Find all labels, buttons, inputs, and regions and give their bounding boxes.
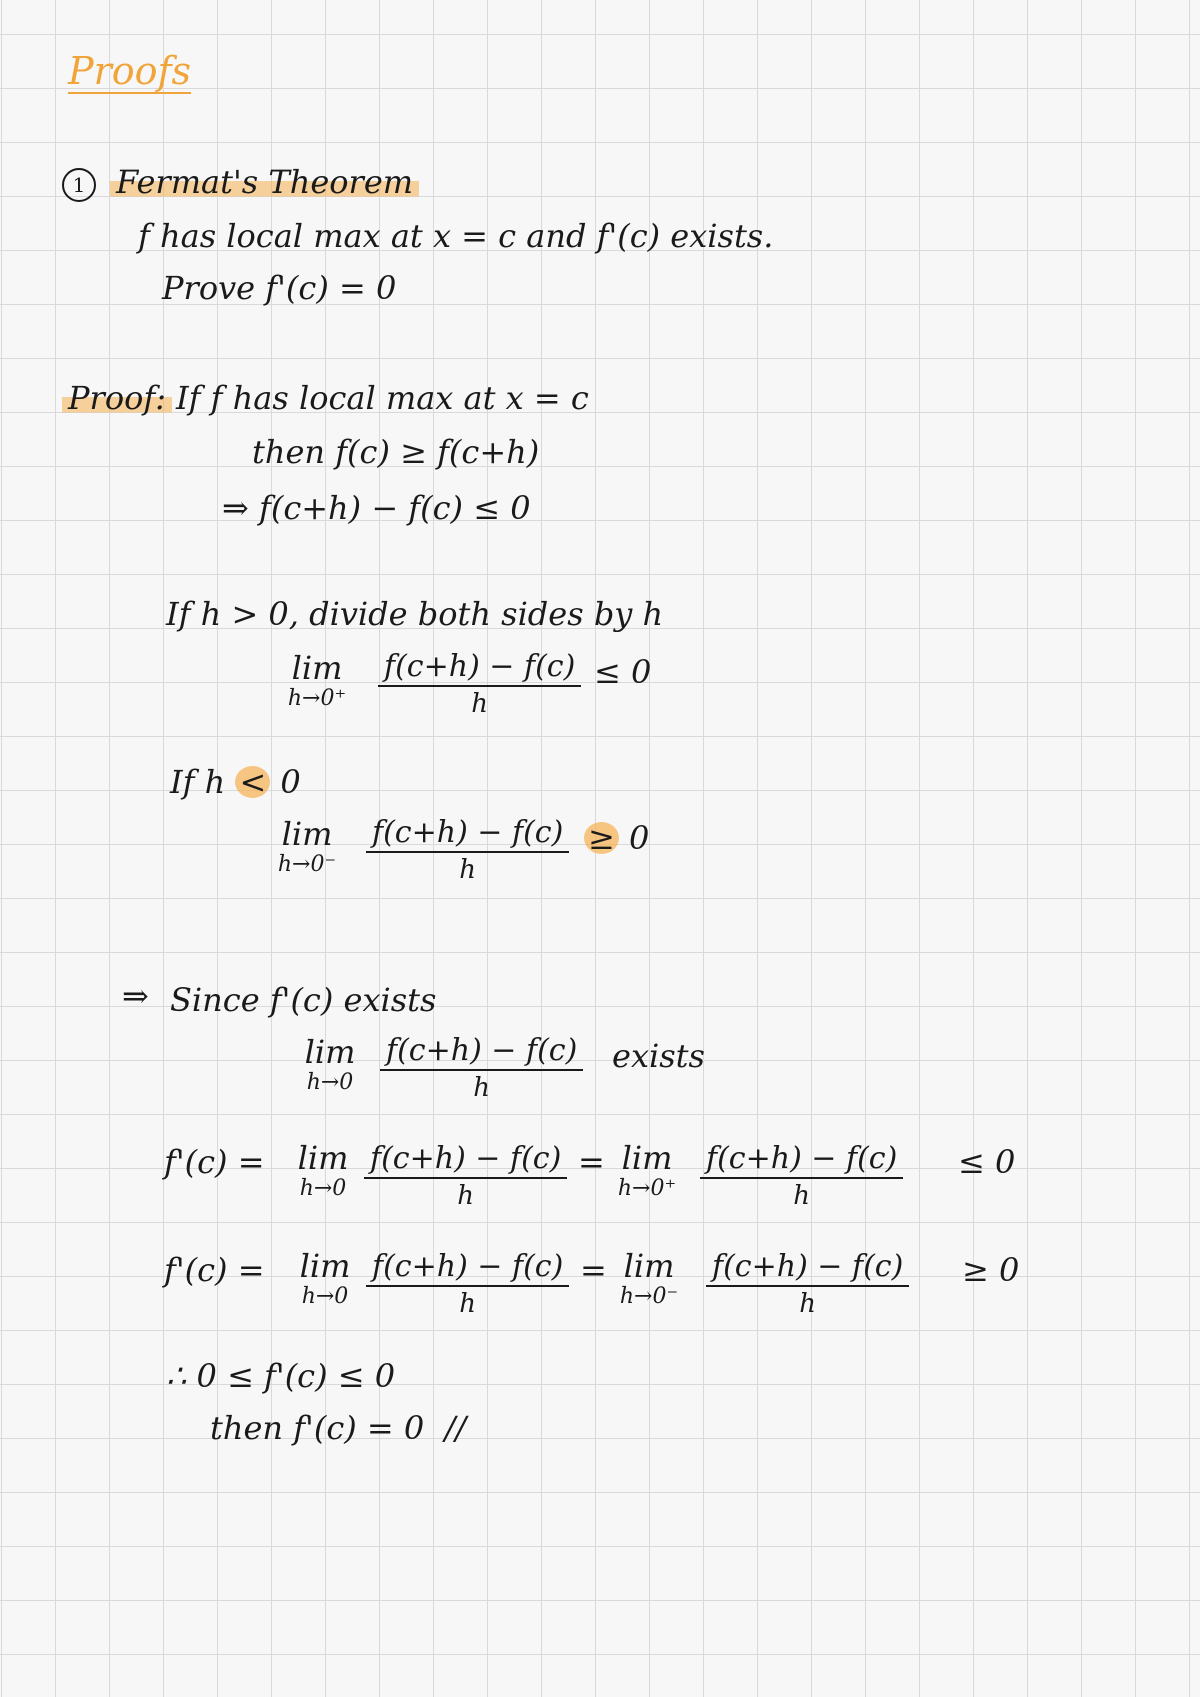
eq2-fraction-1: $\frac{f(c+h) - f(c)}{h}$ [366, 1252, 569, 1317]
eq1-equals: = [578, 1143, 605, 1181]
qed-mark: // [444, 1409, 467, 1447]
since-arrow: ⇒ [122, 977, 149, 1015]
eq1-limit-2: lim h→0⁺ [617, 1139, 677, 1201]
case1-text: If h > 0, divide both sides by h [166, 595, 664, 633]
eq2-relation: ≥ 0 [962, 1251, 1020, 1289]
case2-limit: lim h→0⁻ [277, 815, 337, 877]
case1-fraction: $\frac{f(c+h) - f(c)}{h}$ [378, 652, 581, 717]
theorem-hypothesis: f has local max at x = c and f'(c) exists. [138, 217, 774, 255]
eq2-lhs: f'(c) = [164, 1251, 265, 1289]
proof-label: Proof: [62, 382, 172, 414]
case2-fraction: $\frac{f(c+h) - f(c)}{h}$ [366, 818, 569, 883]
eq1-lhs: f'(c) = [164, 1143, 265, 1181]
theorem-goal: Prove f'(c) = 0 [162, 269, 397, 307]
case1-relation: ≤ 0 [594, 653, 652, 691]
eq2-fraction-2: $\frac{f(c+h) - f(c)}{h}$ [706, 1252, 909, 1317]
since-text: Since f'(c) exists [170, 981, 437, 1019]
eq1-relation: ≤ 0 [958, 1143, 1016, 1181]
since-fraction: $\frac{f(c+h) - f(c)}{h}$ [380, 1036, 583, 1101]
proof-line-3: ⇒ f(c+h) − f(c) ≤ 0 [222, 489, 531, 527]
eq1-limit-1: lim h→0 [297, 1139, 349, 1201]
page-title: Proofs [68, 49, 192, 93]
conclusion-line-1: ∴ 0 ≤ f'(c) ≤ 0 [166, 1357, 396, 1395]
case2-relation: ≥ 0 [584, 822, 649, 854]
since-relation: exists [612, 1037, 705, 1075]
case2-text: If h < 0 [170, 763, 301, 801]
theorem-title: Fermat's Theorem [110, 163, 419, 201]
proof-line-1: If f has local max at x = c [176, 379, 589, 417]
eq2-limit-1: lim h→0 [299, 1247, 351, 1309]
eq1-fraction-1: $\frac{f(c+h) - f(c)}{h}$ [364, 1144, 567, 1209]
eq1-fraction-2: $\frac{f(c+h) - f(c)}{h}$ [700, 1144, 903, 1209]
proof-line-2: then f(c) ≥ f(c+h) [252, 433, 540, 471]
conclusion-line-2: then f'(c) = 0 // [210, 1409, 467, 1447]
case1-limit: lim h→0⁺ [287, 649, 347, 711]
eq2-equals: = [580, 1251, 607, 1289]
eq2-limit-2: lim h→0⁻ [619, 1247, 679, 1309]
theorem-number: 1 [62, 168, 96, 202]
since-limit: lim h→0 [304, 1033, 356, 1095]
theorem-heading [62, 163, 419, 202]
